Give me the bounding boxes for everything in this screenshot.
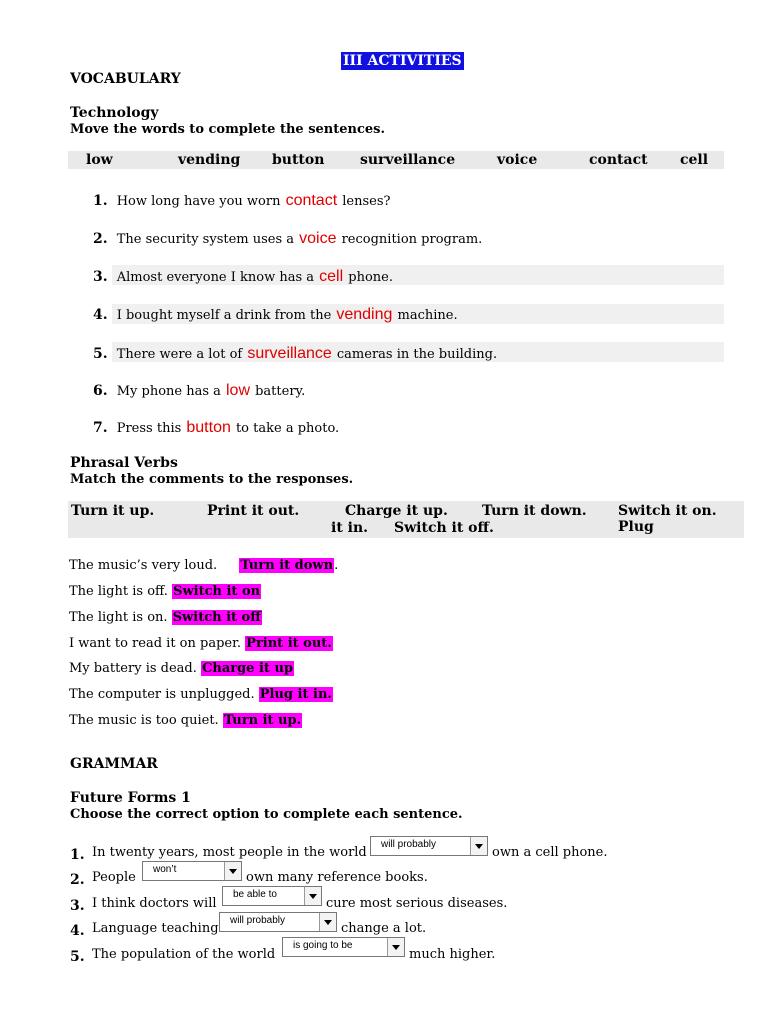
subheading-future-forms: Future Forms 1 — [70, 790, 191, 806]
grammar-after: own a cell phone. — [492, 845, 608, 860]
select-value: will probably — [230, 915, 286, 926]
answer-word[interactable]: cell — [319, 268, 344, 285]
phrasal-bank-item[interactable]: Charge it up. — [345, 503, 448, 519]
item-number: 4. — [93, 307, 108, 323]
item-number: 4. — [70, 923, 85, 939]
sentence-text: My phone has a — [116, 384, 221, 399]
sentence-text: How long have you worn — [116, 194, 281, 209]
future-form-select[interactable] — [282, 937, 405, 957]
phrasal-answer[interactable]: Switch it on — [173, 584, 261, 599]
section-heading-grammar: GRAMMAR — [70, 756, 158, 772]
subheading-phrasal-verbs: Phrasal Verbs — [70, 455, 178, 471]
item-number: 3. — [93, 269, 108, 285]
grammar-after: much higher. — [409, 947, 496, 962]
phrasal-answer[interactable]: Plug it in. — [259, 687, 332, 702]
grammar-after: change a lot. — [341, 921, 427, 936]
instruction-phrasal: Match the comments to the responses. — [70, 472, 354, 487]
vocab-item — [93, 266, 393, 286]
answer-word[interactable]: contact — [285, 192, 338, 209]
word-bank-item[interactable]: surveillance — [360, 152, 456, 168]
phrasal-bank-item[interactable]: Turn it up. — [71, 503, 155, 519]
phrasal-item — [69, 661, 294, 676]
phrasal-prompt: I want to read it on paper. — [69, 636, 242, 651]
item-number: 7. — [93, 420, 108, 436]
phrasal-prompt: The music’s very loud. — [69, 558, 218, 573]
sentence-text: machine. — [397, 308, 458, 323]
select-value: is going to be — [293, 940, 353, 951]
select-value: won’t — [153, 864, 177, 875]
item-number: 5. — [93, 346, 108, 362]
sentence-text: recognition program. — [341, 232, 483, 247]
phrasal-bank-item[interactable]: it in. — [331, 520, 369, 536]
chevron-down-icon[interactable] — [224, 862, 241, 880]
phrasal-prompt: The music is too quiet. — [69, 713, 219, 728]
future-form-select[interactable] — [142, 861, 242, 881]
word-bank-item[interactable]: low — [86, 152, 113, 168]
vocab-item — [93, 343, 497, 363]
phrasal-bank-item[interactable]: Turn it down. — [482, 503, 587, 519]
item-number: 2. — [70, 872, 85, 888]
item-number: 5. — [70, 949, 85, 965]
chevron-down-icon[interactable] — [387, 938, 404, 956]
sentence-text: The security system uses a — [116, 232, 295, 247]
select-value: will probably — [381, 839, 437, 850]
subheading-technology: Technology — [70, 105, 159, 121]
phrasal-item — [69, 636, 333, 651]
phrasal-answer[interactable]: Turn it down — [240, 558, 334, 573]
select-value: be able to — [233, 889, 277, 900]
sentence-text: Almost everyone I know has a — [116, 270, 315, 285]
phrasal-answer[interactable]: Switch it off — [172, 610, 261, 625]
sentence-text: I bought myself a drink from the — [116, 308, 332, 323]
grammar-before: People — [92, 870, 136, 885]
vocab-item — [93, 304, 458, 324]
phrasal-bank-item[interactable]: Print it out. — [207, 503, 300, 519]
answer-word[interactable]: voice — [299, 230, 337, 247]
chevron-down-icon[interactable] — [304, 887, 321, 905]
word-bank-item[interactable]: button — [272, 152, 325, 168]
item-number: 1. — [93, 193, 108, 209]
phrasal-bank-item[interactable]: Switch it on. Plug — [618, 503, 717, 535]
grammar-after: cure most serious diseases. — [326, 896, 508, 911]
word-bank — [68, 151, 724, 169]
grammar-before: I think doctors will — [92, 896, 217, 911]
sentence-text: Press this — [116, 421, 182, 436]
sentence-text: cameras in the building. — [336, 347, 498, 362]
sentence-text: There were a lot of — [116, 347, 243, 362]
phrasal-prompt: The computer is unplugged. — [69, 687, 255, 702]
phrasal-word-bank — [68, 501, 744, 538]
answer-word[interactable]: low — [226, 382, 251, 399]
future-form-select[interactable] — [370, 836, 488, 856]
chevron-down-icon[interactable] — [319, 913, 336, 931]
item-number: 2. — [93, 231, 108, 247]
vocab-item — [93, 417, 339, 437]
word-bank-item[interactable]: contact — [589, 152, 648, 168]
phrasal-answer[interactable]: Turn it up. — [223, 713, 302, 728]
instruction-technology: Move the words to complete the sentences. — [70, 122, 386, 137]
phrasal-tail: . — [334, 558, 339, 573]
grammar-item — [70, 844, 85, 863]
phrasal-answer[interactable]: Print it out. — [246, 636, 332, 651]
section-heading-vocabulary: VOCABULARY — [70, 71, 181, 87]
phrasal-prompt: The light is on. — [69, 610, 168, 625]
phrasal-item — [69, 713, 302, 728]
word-bank-item[interactable]: cell — [680, 152, 709, 168]
grammar-before: In twenty years, most people in the world — [92, 845, 367, 860]
phrasal-item — [69, 610, 262, 625]
grammar-item — [70, 869, 85, 888]
phrasal-item — [69, 584, 261, 599]
grammar-before: Language teaching — [92, 921, 219, 936]
vocab-item — [93, 190, 390, 210]
item-number: 1. — [70, 847, 85, 863]
sentence-text: lenses? — [342, 194, 391, 209]
grammar-after: own many reference books. — [246, 870, 428, 885]
phrasal-answer[interactable]: Charge it up — [202, 661, 293, 676]
grammar-item — [70, 920, 85, 939]
instruction-grammar: Choose the correct option to complete each sentence. — [70, 807, 463, 822]
sentence-text: phone. — [348, 270, 393, 285]
word-bank-item[interactable]: vending — [178, 152, 241, 168]
grammar-before: The population of the world — [92, 947, 276, 962]
phrasal-prompt: The light is off. — [69, 584, 168, 599]
future-form-select[interactable] — [219, 912, 337, 932]
grammar-item — [70, 946, 85, 965]
grammar-item — [70, 895, 85, 914]
phrasal-item — [69, 687, 333, 702]
future-form-select[interactable] — [222, 886, 322, 906]
sentence-text: battery. — [255, 384, 306, 399]
answer-word[interactable]: surveillance — [247, 345, 332, 362]
vocab-item — [93, 380, 305, 400]
phrasal-item — [69, 558, 338, 573]
phrasal-prompt: My battery is dead. — [69, 661, 197, 676]
vocab-item — [93, 228, 482, 248]
word-bank-item[interactable]: voice — [497, 152, 538, 168]
item-number: 3. — [70, 898, 85, 914]
item-number: 6. — [93, 383, 108, 399]
sentence-text: to take a photo. — [235, 421, 340, 436]
answer-word[interactable]: vending — [336, 306, 393, 323]
answer-word[interactable]: button — [186, 419, 231, 436]
chevron-down-icon[interactable] — [470, 837, 487, 855]
phrasal-bank-item[interactable]: Switch it off. — [394, 520, 494, 536]
page-title: III ACTIVITIES — [343, 53, 462, 69]
